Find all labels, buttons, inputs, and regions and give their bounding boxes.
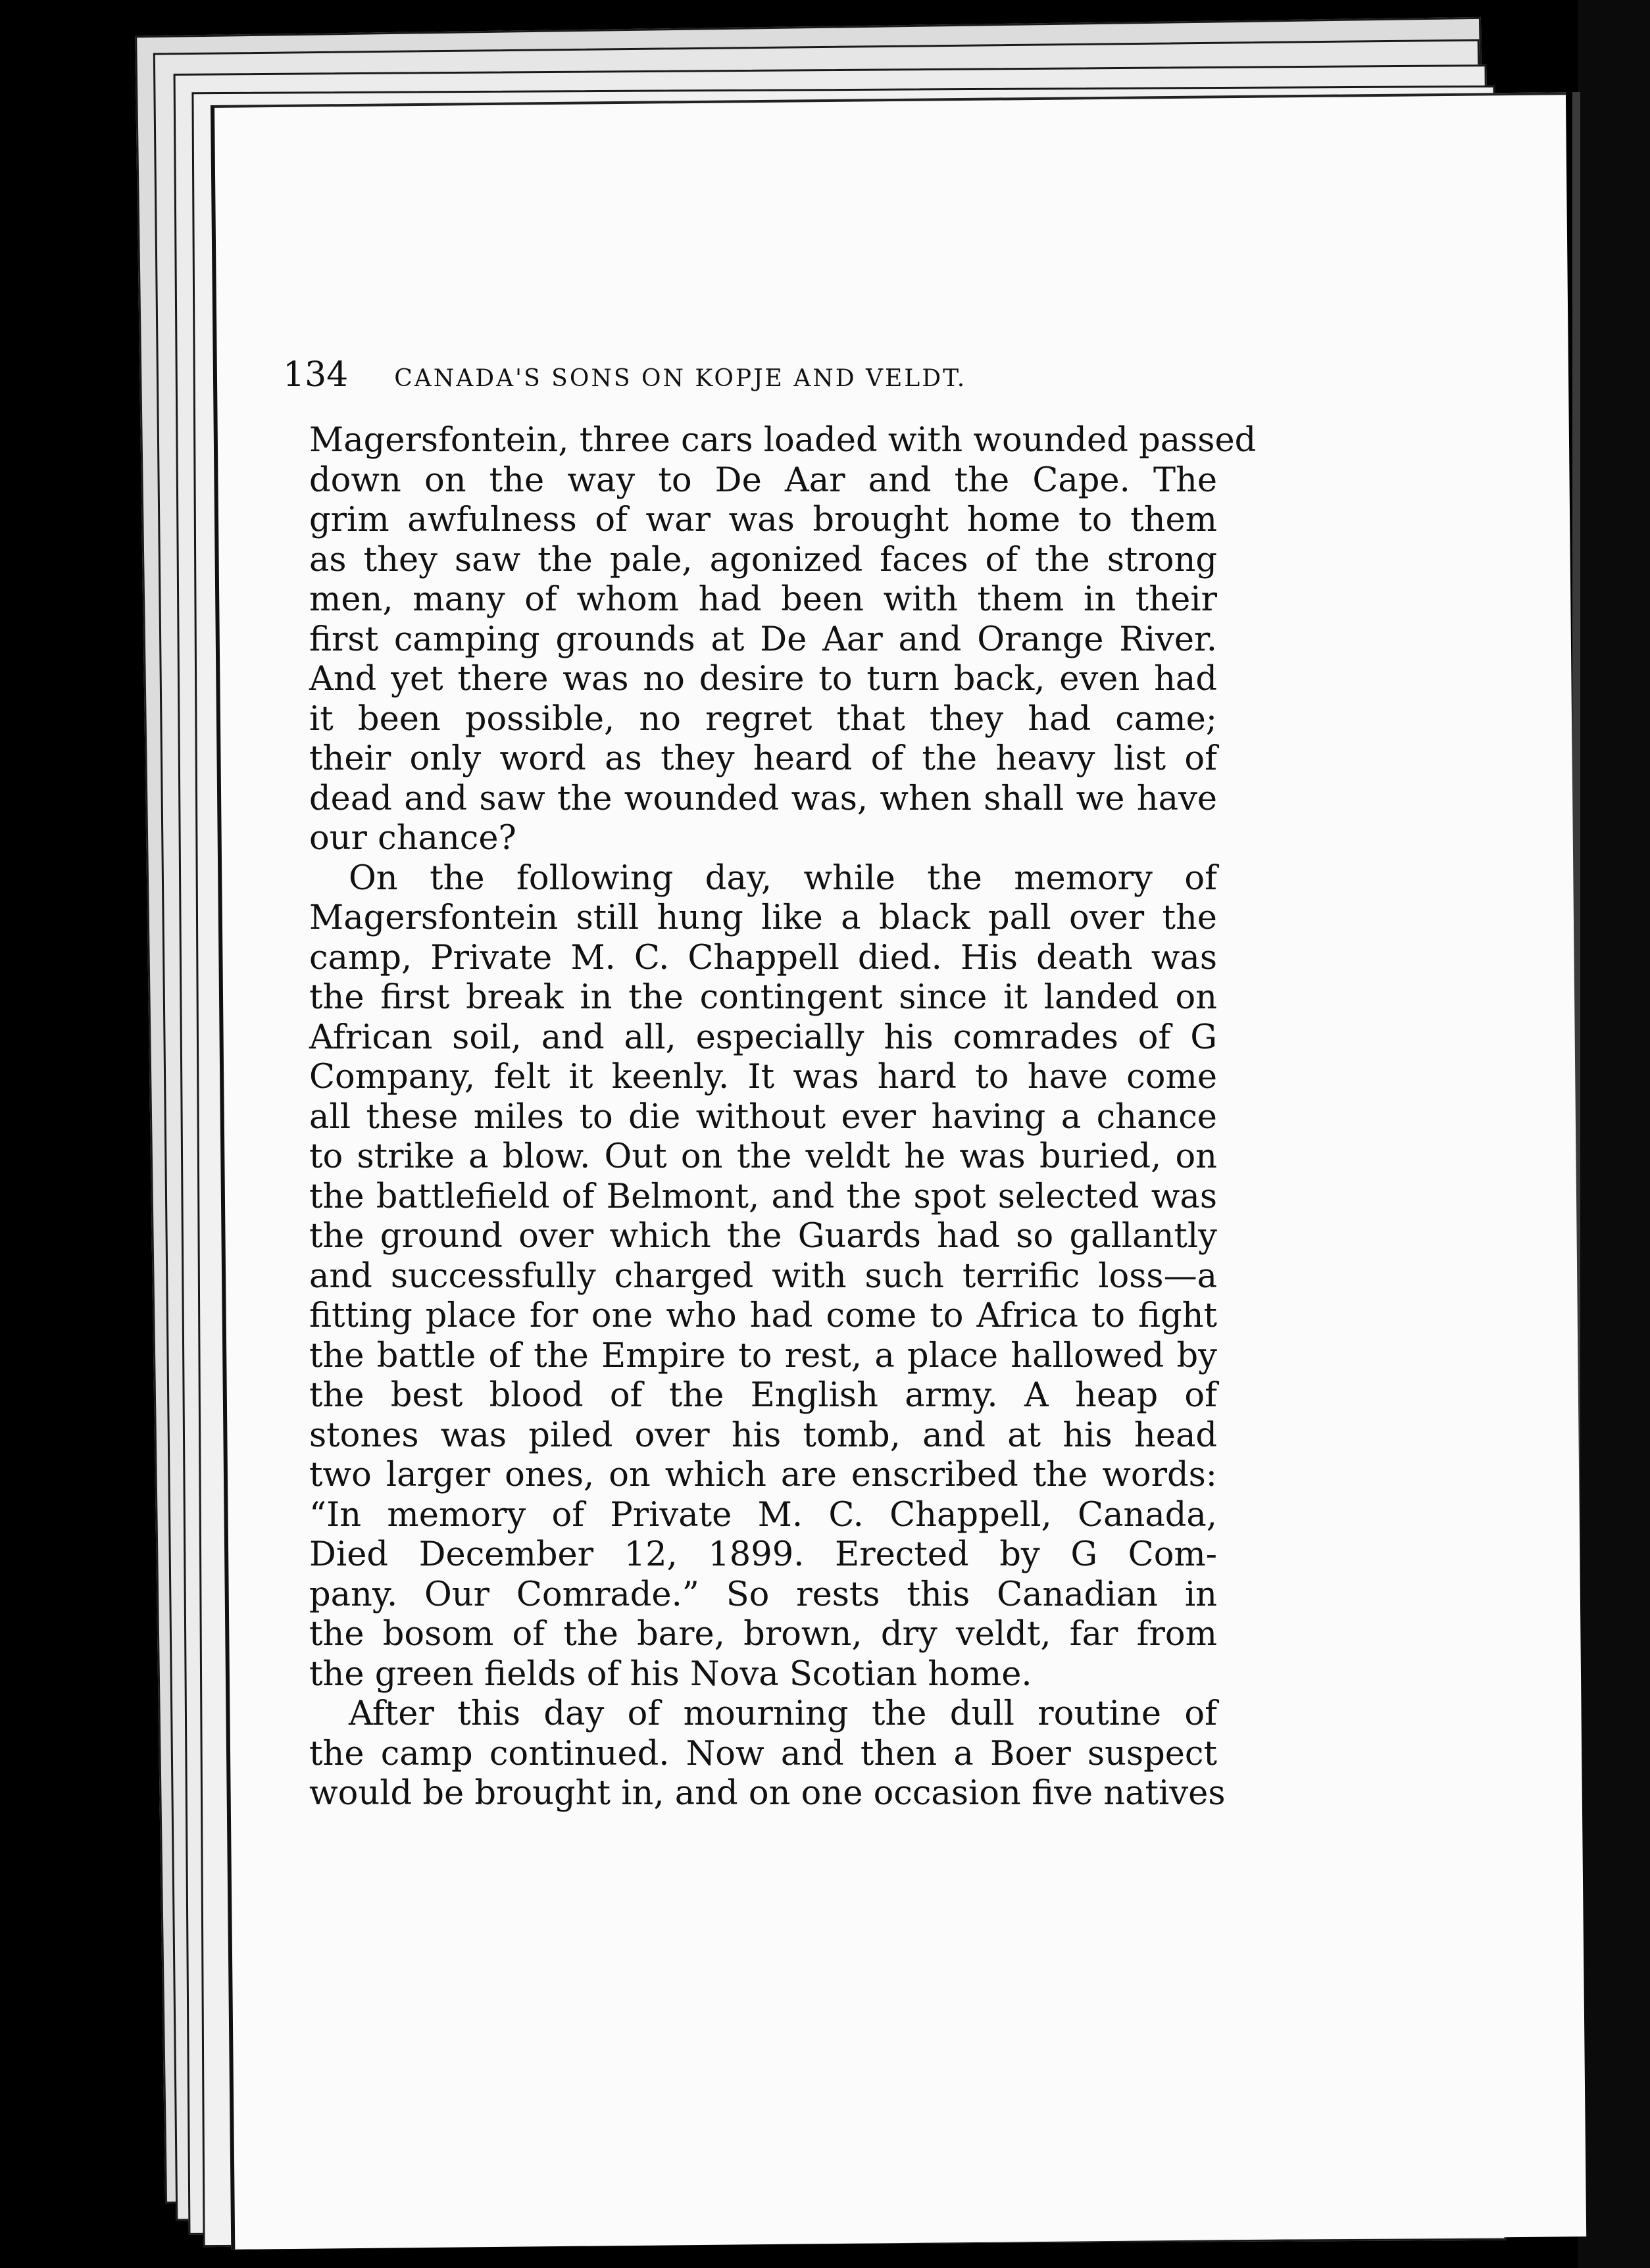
text-line: pany. Our Comrade.” So rests this Canadian in	[309, 1575, 1217, 1614]
text-line: to strike a blow. Out on the veldt he was buried, on	[309, 1137, 1217, 1176]
text-line: and successfully charged with such terrific loss—a	[309, 1256, 1217, 1296]
text-line: down on the way to De Aar and the Cape. The	[309, 460, 1217, 500]
text-line: the first break in the contingent since it landed on	[309, 978, 1217, 1017]
page-number: 134	[283, 355, 349, 395]
text-line: And yet there was no desire to turn back, even had	[309, 660, 1217, 699]
text-line: Magersfontein, three cars loaded with wounded passed	[309, 421, 1257, 460]
text-line: our chance?	[309, 819, 516, 858]
running-header	[283, 355, 1289, 395]
text-line: African soil, and all, especially his comrades of G	[309, 1018, 1217, 1057]
text-line: the camp continued. Now and then a Boer suspect	[309, 1734, 1217, 1773]
text-line: “In memory of Private M. C. Chappell, Canada,	[309, 1495, 1217, 1535]
body-text	[309, 421, 1257, 1814]
text-line: After this day of mourning the dull routine of	[349, 1694, 1217, 1733]
text-line: as they saw the pale, agonized faces of the strong	[309, 540, 1217, 579]
text-line: first camping grounds at De Aar and Orange River.	[309, 620, 1217, 659]
text-line: Company, felt it keenly. It was hard to have come	[309, 1058, 1217, 1097]
text-line: stones was piled over his tomb, and at his head	[309, 1416, 1217, 1455]
text-line: it been possible, no regret that they had came;	[309, 699, 1217, 739]
text-line: dead and saw the wounded was, when shall we have	[309, 779, 1217, 818]
text-line: Died December 12, 1899. Erected by G Com-	[309, 1535, 1217, 1574]
text-line: the best blood of the English army. A heap of	[309, 1376, 1217, 1415]
scan-background	[1578, 0, 1650, 2268]
running-title: CANADA'S SONS ON KOPJE AND VELDT.	[394, 365, 967, 392]
text-line: camp, Private M. C. Chappell died. His death was	[309, 938, 1217, 977]
text-line: the bosom of the bare, brown, dry veldt, far from	[309, 1615, 1217, 1654]
text-line: Magersfontein still hung like a black pall over the	[309, 899, 1217, 937]
text-line: two larger ones, on which are enscribed the words:	[309, 1456, 1217, 1494]
text-line: all these miles to die without ever having a chance	[309, 1097, 1217, 1137]
text-line: their only word as they heard of the heavy list of	[309, 739, 1217, 778]
text-line: the ground over which the Guards had so gallantly	[309, 1217, 1217, 1256]
text-line: On the following day, while the memory of	[349, 858, 1217, 898]
text-line: would be brought in, and on one occasion five natives	[309, 1774, 1226, 1813]
text-line: the battle of the Empire to rest, a place hallowed by	[309, 1336, 1217, 1375]
text-line: men, many of whom had been with them in their	[309, 580, 1217, 619]
text-line: the green fields of his Nova Scotian home.	[309, 1654, 1032, 1694]
text-line: fitting place for one who had come to Africa to fight	[309, 1296, 1217, 1335]
text-line: the battlefield of Belmont, and the spot selected was	[309, 1177, 1217, 1216]
text-line: grim awfulness of war was brought home to them	[309, 501, 1217, 539]
